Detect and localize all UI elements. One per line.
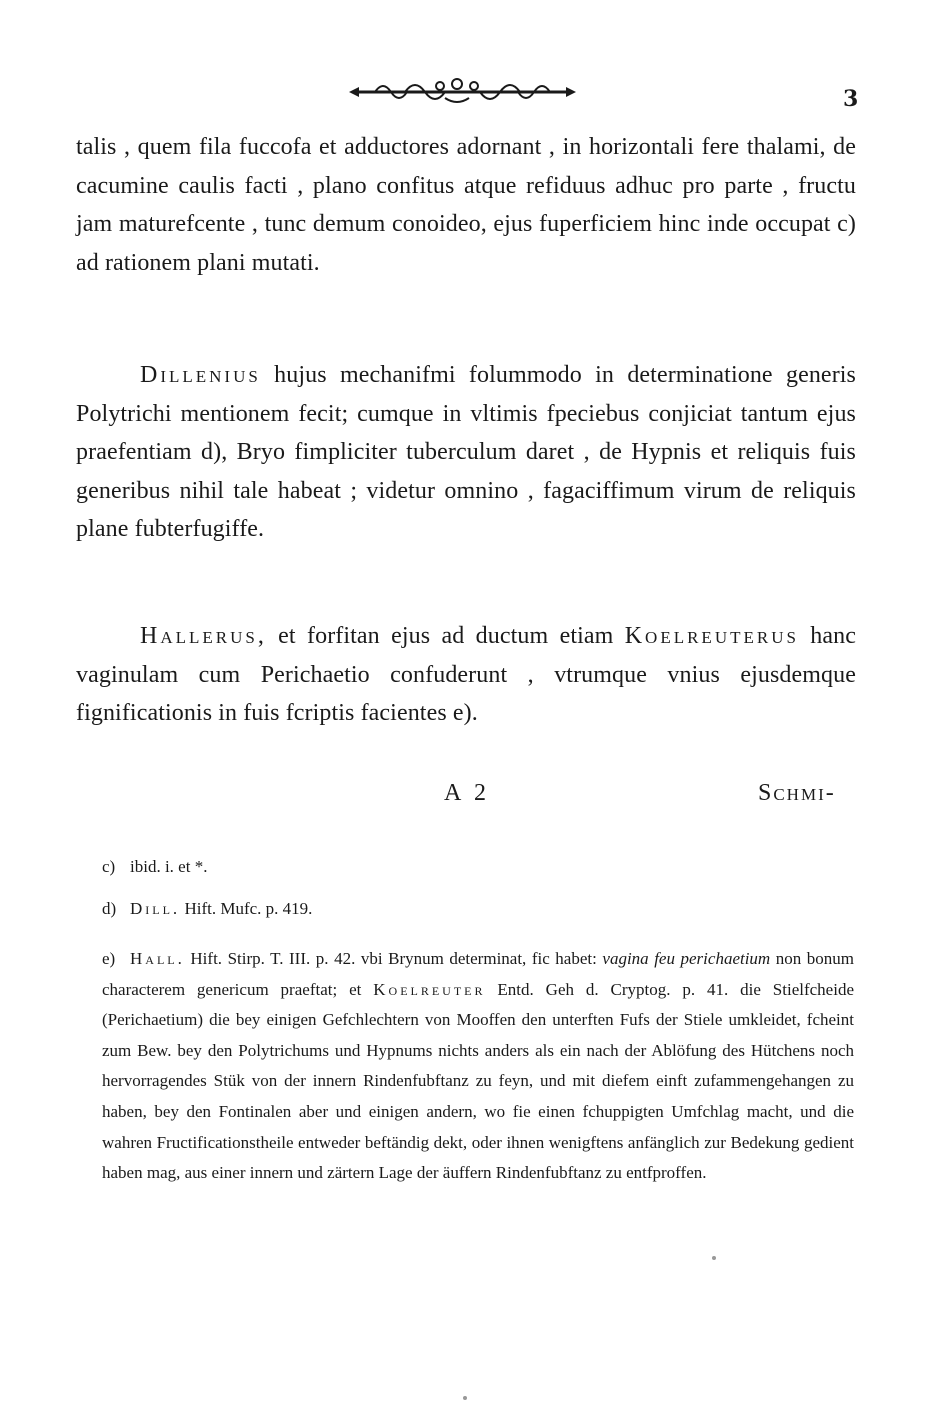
catchword: Schmi- — [758, 780, 836, 806]
paragraph-2-text: hujus mechanifmi folummodo in determinatione generis Polytrichi mentionem fecit; cumque in vltimis fpeciebus conjiciat tantum ejus praefentiam d), Bryo fimpliciter tuberculum daret , de Hypnis et reliquis fuis generibus nihil tale habeat ; videtur omnino , fagaciffimum virum de reliquis plane fubterfugiffe. — [76, 362, 856, 542]
author-name-hallerus: Hallerus, — [140, 623, 267, 649]
footnote-label: d) — [102, 899, 117, 918]
footnote-author-name: Hall. — [130, 949, 185, 968]
page-number: 3 — [843, 86, 859, 112]
footnote-italic-phrase: vagina feu perichaetium — [602, 949, 771, 968]
paragraph-2 — [76, 356, 856, 549]
footnote-author-name: Koelreuter — [373, 979, 486, 999]
footnote-text: Hift. Mufc. p. 419. — [184, 899, 313, 918]
footnote-text: Entd. Geh d. Cryptog. p. 41. die Stielfcheide (Perichaetium) die bey einigen Gefchlechtern von Mooffen den unterften Fufs der Stiele umkleidet, fcheint zum Bew. bey den Polytrichums und Hypnums nichts anders als ein nach der Ablöfung des Hütchens noch hervorragendes Stük von der innern Rindenfubftanz zu feyn, und mit diefem einft zufammengehangen zu haben, bey den Fontinalen aber und einigen andern, wo fie einen fchuppigten Umfchlag macht, und die wahren Fructificationstheile entweder beftändig dekt, oder ihnen wenigftens anfänglich zur Bedekung gedient haben mag, aus einer innern und zärtern Lage der äuffern Rindenfubftanz zu entfproffen. — [102, 979, 854, 1183]
signature-mark: A 2 — [444, 780, 491, 806]
author-name-koelreuterus: Koelreuterus — [624, 623, 799, 649]
author-name-dillenius: Dillenius — [140, 362, 261, 388]
footnote-label: c) — [102, 857, 116, 876]
paragraph-1: talis , quem fila fuccofa et adductores adornant , in horizontali fere thalami, de cacumine caulis facti , plano confitus atque refiduus adhuc pro parte , fructu jam maturefcente , tunc demum conoideo, ejus fuperficiem hinc inde occupat c) ad rationem plani mutati. — [76, 134, 856, 276]
footnote-c — [102, 857, 854, 877]
footnote-d — [102, 899, 854, 919]
footnote-text: ibid. i. et *. — [130, 857, 208, 876]
footnote-author-name: Dill. — [130, 899, 181, 918]
footnote-text: non bonum characterem genericum praeftat; et — [102, 949, 855, 999]
paper-speck — [463, 1396, 467, 1400]
footnote-e — [102, 944, 854, 1189]
paper-speck — [712, 1256, 716, 1260]
paragraph-3-text-mid: et forfitan ejus ad ductum etiam — [278, 623, 614, 649]
footnote-text: Hift. Stirp. T. III. p. 42. vbi Brynum determinat, fic habet: — [190, 949, 597, 968]
footnote-label: e) — [102, 949, 116, 968]
ornamental-rule-icon — [345, 78, 580, 106]
paragraph-3 — [76, 617, 856, 733]
paragraph-3-text: hanc vaginulam cum Perichaetio confuderunt , vtrumque vnius ejusdemque fignificationis in fuis fcriptis facientes e). — [76, 623, 856, 726]
